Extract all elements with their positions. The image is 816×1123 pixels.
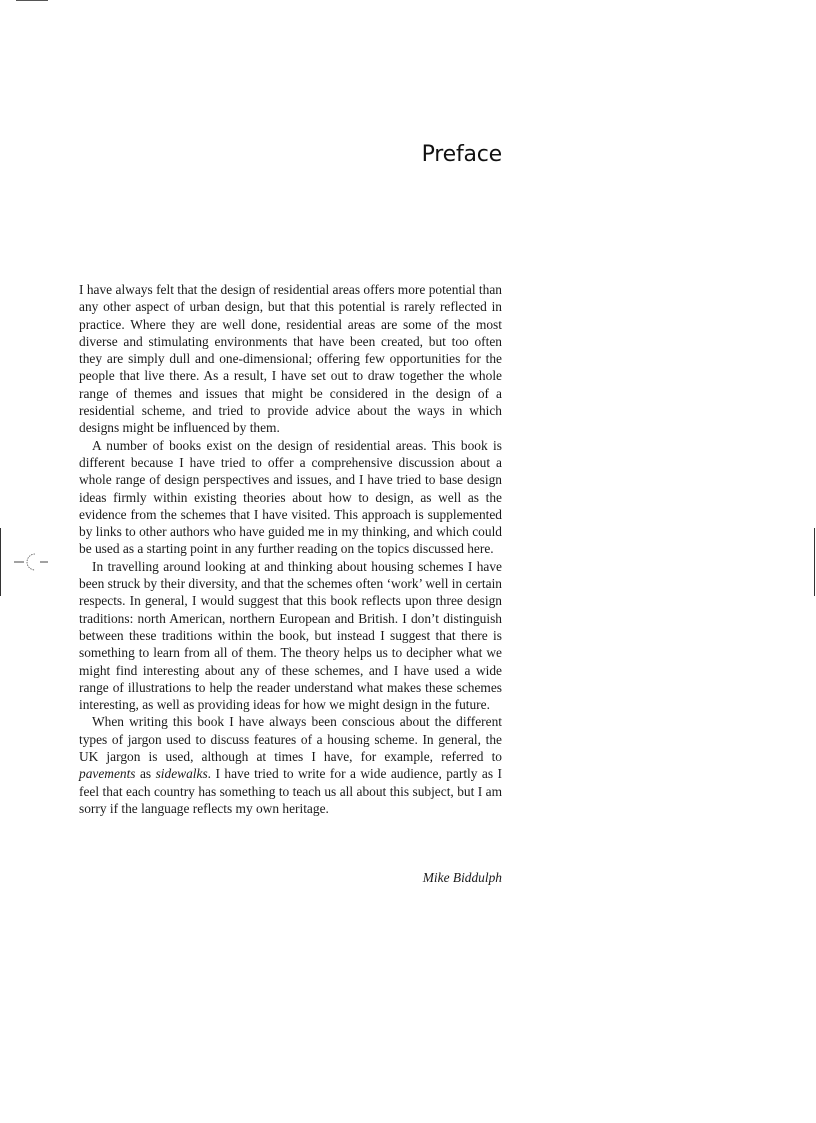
paragraph <box>79 713 502 817</box>
registration-mark-icon <box>14 551 50 573</box>
paragraph <box>79 558 502 714</box>
crop-mark-right <box>814 528 815 596</box>
paragraph <box>79 437 502 558</box>
text-run: . I have tried to write for a wide audience, partly as I feel that each country has something to teach us all about this subject, but I am sorry if the language reflects my own heritage. <box>79 766 502 816</box>
text-run: When writing this book I have always been conscious about the different types of jargon used to discuss features of a housing scheme. In general, the UK jargon is used, although at times I have, for example, referred to <box>79 714 502 765</box>
text-run: as <box>135 766 156 782</box>
preface-body <box>79 281 502 817</box>
text-run: In travelling around looking at and thinking about housing schemes I have been struck by their diversity, and that the schemes often ‘work’ well in certain respects. In general, I would suggest that this book reflects upon three design traditions: north American, northern European and British. I don’t distinguish between these traditions within the book, but instead I suggest that there is something to learn from all of them. The theory helps us to decipher what we might find interesting about any of these schemes, and I have used a wide range of illustrations to help the reader understand what makes these schemes interesting, as well as providing ideas for how we might design in the future. <box>79 558 502 713</box>
text-run: I have always felt that the design of residential areas offers more potential than any other aspect of urban design, but that this potential is rarely reflected in practice. Where they are well done, residential areas are some of the most diverse and stimulating environments that have been created, but too often they are simply dull and one-dimensional; offering few opportunities for the people that live there. As a result, I have set out to draw together the whole range of themes and issues that might be considered in the design of a residential scheme, and tried to provide advice about the ways in which designs might be influenced by them. <box>79 282 502 436</box>
italic-term: sidewalks <box>155 766 208 782</box>
italic-term: pavements <box>79 766 136 782</box>
paragraph <box>79 281 502 437</box>
crop-mark-top <box>16 0 48 1</box>
author-signature: Mike Biddulph <box>422 870 502 885</box>
page-title: Preface <box>421 142 502 167</box>
text-run: A number of books exist on the design of residential areas. This book is different because I have tried to offer a comprehensive discussion about a whole range of design perspectives and issues, and I have tried to base design ideas firmly within existing theories about how to design, as well as the evidence from the schemes that I have visited. This approach is supplemented by links to other authors who have guided me in my thinking, and which could be used as a starting point in any further reading on the topics discussed here. <box>79 437 502 557</box>
crop-mark-left <box>0 528 1 596</box>
